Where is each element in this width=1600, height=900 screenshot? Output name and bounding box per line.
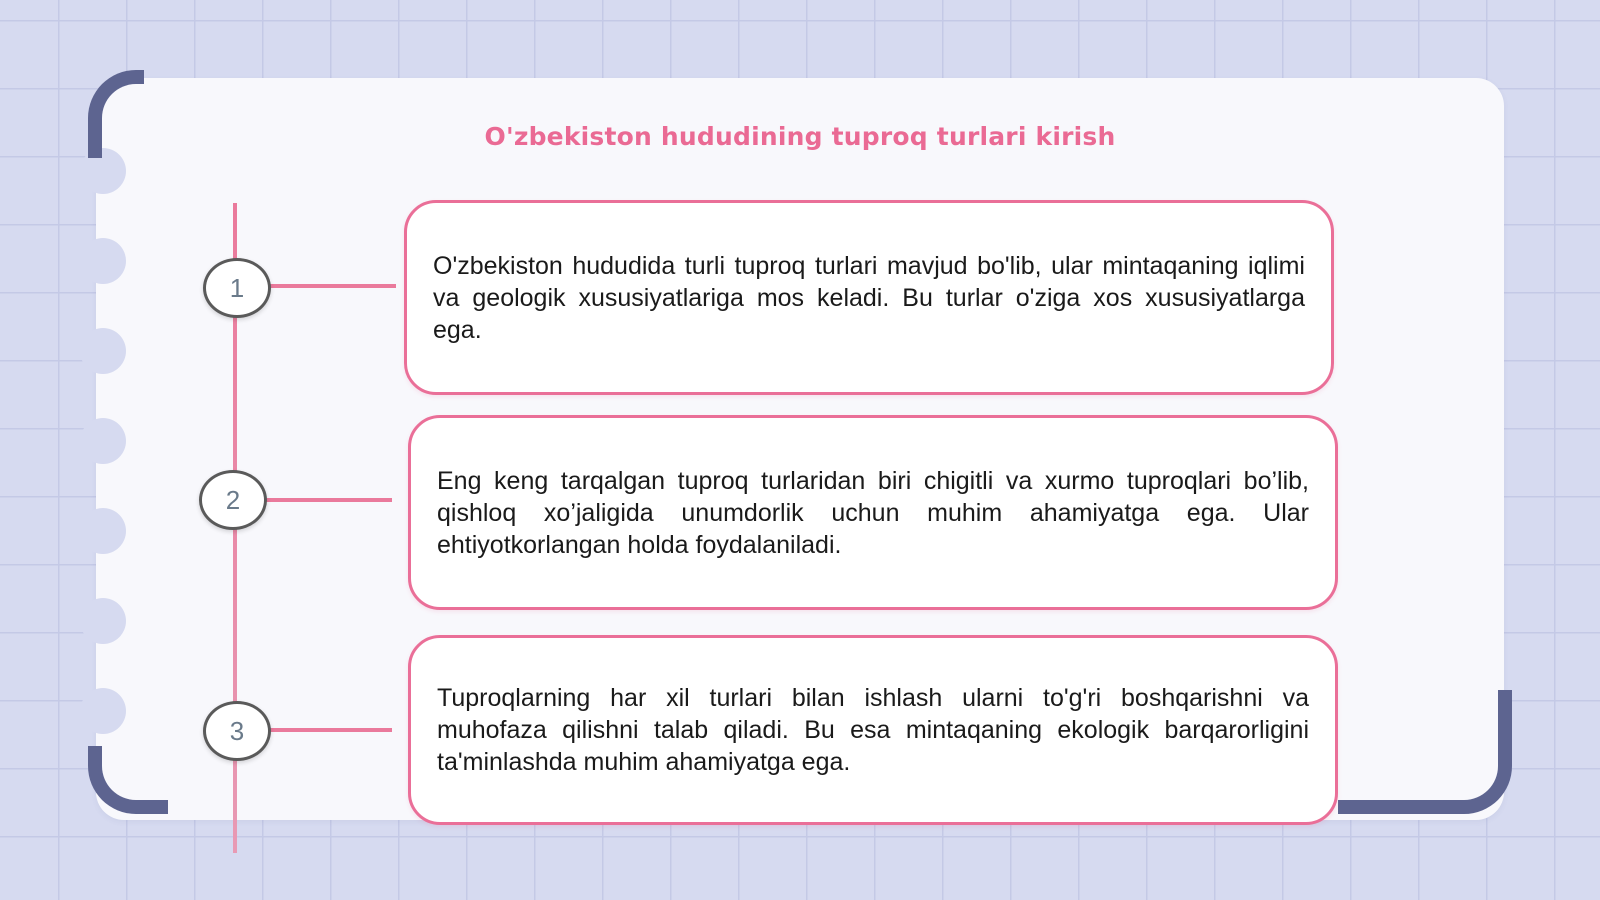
timeline-connector <box>264 498 392 502</box>
timeline-node-2 <box>199 470 267 530</box>
timeline-card-text: O'zbekiston hududida turli tuproq turlari mavjud bo'lib, ular mintaqaning iqlimi va geologik xususiyatlariga mos keladi. Bu turlar o'ziga xos xususiyatlarga ega. <box>433 251 1305 344</box>
slide-title: O'zbekiston hududining tuproq turlari kirish <box>484 122 1116 151</box>
notebook-hole <box>80 508 126 554</box>
timeline-connector <box>268 728 392 732</box>
corner-bracket-top-left <box>88 70 144 158</box>
timeline-card-2 <box>408 415 1338 610</box>
timeline-node-number: 3 <box>229 715 245 746</box>
notebook-hole <box>80 688 126 734</box>
timeline-card-text: Eng keng tarqalgan tuproq turlaridan biri chigitli va xurmo tuproqlari bo’lib, qishloq xo’jaligida unumdorlik uchun muhim ahamiyatga ega. Ular ehtiyotkorlangan holda foydalaniladi. <box>437 466 1309 559</box>
timeline-node-number: 1 <box>229 272 245 303</box>
corner-bracket-bottom-right <box>1338 690 1512 814</box>
notebook-hole <box>80 598 126 644</box>
timeline-connector <box>268 284 396 288</box>
notebook-hole <box>80 238 126 284</box>
timeline-card-text: Tuproqlarning har xil turlari bilan ishlash ularni to'g'ri boshqarishni va muhofaza qilishni talab qiladi. Bu esa mintaqaning ekologik barqarorligini ta'minlashda muhim ahamiyatga ega. <box>437 684 1309 776</box>
notebook-hole <box>80 418 126 464</box>
timeline-node-number: 2 <box>225 484 241 515</box>
timeline-card-1 <box>404 200 1334 395</box>
timeline-node-1 <box>203 258 271 318</box>
timeline-card-3 <box>408 635 1338 825</box>
timeline-node-3 <box>203 701 271 761</box>
notebook-hole <box>80 328 126 374</box>
